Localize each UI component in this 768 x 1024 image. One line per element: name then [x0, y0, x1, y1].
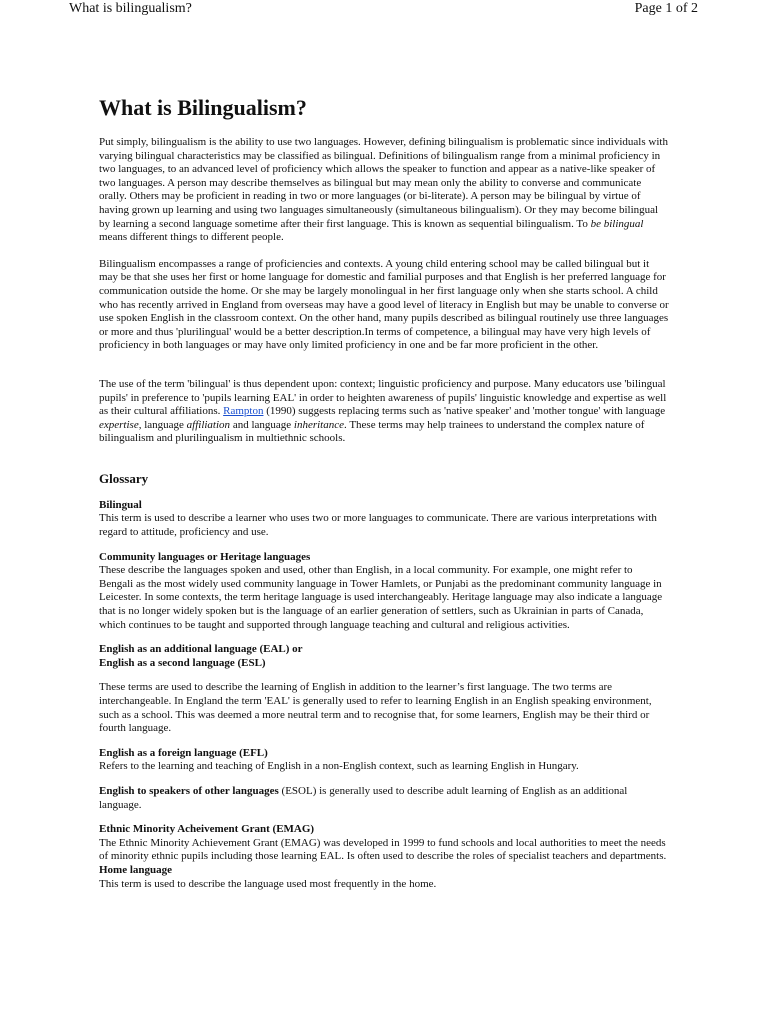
- italic-phrase: inheritance: [293, 418, 345, 431]
- italic-phrase: expertise,: [99, 418, 142, 431]
- paragraph-text: (1990) suggests replacing terms such as 'native speaker' and 'mother tongue' with language: [263, 405, 666, 418]
- glossary-term-esol: English to speakers of other languages: [99, 784, 279, 797]
- glossary-term-bilingual: Bilingual: [99, 498, 142, 511]
- glossary-desc-bilingual: This term is used to describe a learner who uses two or more languages to communicate. There are various interpretations with regard to attitude, proficiency and use.: [99, 512, 657, 539]
- glossary-term-esl: English as a second language (ESL): [99, 656, 266, 669]
- paragraph-text: language: [141, 418, 187, 431]
- article-content: [99, 94, 669, 902]
- glossary-term-home-language: Home language: [99, 863, 173, 876]
- glossary-entry-esol: [99, 785, 669, 812]
- paragraph-text: means different things to different people.: [99, 231, 284, 244]
- spacer: [99, 670, 669, 681]
- paragraph-definition: [99, 136, 669, 245]
- glossary-term-community: Community languages or Heritage languages: [99, 550, 311, 563]
- document-title: What is bilingualism?: [69, 1, 192, 16]
- paragraph-term-usage: [99, 378, 669, 446]
- rampton-link[interactable]: Rampton: [223, 405, 264, 418]
- glossary-term-efl: English as a foreign language (EFL): [99, 746, 268, 759]
- glossary-term-eal: English as an additional language (EAL) or: [99, 643, 303, 656]
- glossary-term-emag: Ethnic Minority Acheivement Grant (EMAG): [99, 823, 315, 836]
- paragraph-proficiencies: Bilingualism encompasses a range of proficiencies and contexts. A young child entering school may be called bilingual but it may be that she uses her first or home language for domestic and familial purposes and that English is her preferred language for communication outside the home. Or she may be largely monolingual in her first language only when she starts school. A child who has recently arrived in England from overseas may have a good level of literacy in English but may be unable to converse or use spoken English in the classroom context. On the other hand, many pupils described as bilingual routinely use three languages or more and thus 'plurilingual' would be a better description.In terms of competence, a bilingual may have very high levels of proficiency in both languages or may have only limited proficiency in one and be far more proficient in the other.: [99, 257, 669, 352]
- glossary-heading: Glossary: [99, 470, 149, 486]
- glossary-desc-home-language: This term is used to describe the language used most frequently in the home.: [99, 877, 437, 890]
- page-header: [0, 0, 768, 20]
- glossary-desc-efl: Refers to the learning and teaching of English in a non-English context, such as learning English in Hungary.: [99, 760, 579, 773]
- page-title: What is Bilingualism?: [99, 95, 307, 120]
- italic-phrase: affiliation: [186, 418, 231, 431]
- paragraph-text: and language: [230, 418, 294, 431]
- paragraph-text: . These terms may help trainees to understand the complex nature of bilingualism and plurilingualism in multiethnic schools.: [99, 418, 645, 445]
- paragraph-text: The use of the term 'bilingual' is thus dependent upon: context; linguistic proficiency and purpose. Many educators use 'bilingual pupils' in preference to 'pupils learning EAL' in order to heighten awareness of pupils' linguistic knowledge and expertise as well as their cultural affiliations.: [99, 377, 667, 418]
- paragraph-text: Put simply, bilingualism is the ability to use two languages. However, defining bilingualism is problematic since individuals with varying bilingual characteristics may be classified as bilingual. Definitions of bilingualism range from a minimal proficiency in two languages, to an advanced level of proficiency which allows the speaker to function and appear as a native-like speaker of two languages. A person may describe themselves as bilingual but may mean only the ability to converse and communicate orally. Others may be proficient in reading in two or more languages (or bi-literate). A person may be bilingual by virtue of having grown up learning and using two languages simultaneously (simultaneous bilingualism). Or they may become bilingual by learning a second language sometime after their first language. This is known as sequential bilingualism. To: [99, 136, 668, 230]
- glossary-desc-community: These describe the languages spoken and used, other than English, in a local community. For example, one might refer to Bengali as the most widely used community language in Tower Hamlets, or Punjabi as the predominant community language in Leicester. In some contexts, the term heritage language is used interchangeably. Heritage language may also indicate a language that is no longer widely spoken but is the language of an earlier generation of settlers, such as Ukrainian in parts of Canada, which continues to be taught and supported through language teaching and cultural and religious activities.: [99, 564, 663, 631]
- glossary-desc-esol: (ESOL) is generally used to describe adult learning of English as an additional language.: [99, 784, 628, 811]
- italic-phrase: be bilingual: [590, 217, 644, 230]
- glossary-desc-eal: These terms are used to describe the learning of English in addition to the learner’s first language. The two terms are interchangeable. In England the term 'EAL' is generally used to refer to learning English in an English speaking environment, such as a school. This was deemed a more neutral term and to recognise that, for some learners, English may be their third or fourth language.: [99, 681, 652, 735]
- glossary-desc-emag: The Ethnic Minority Achievement Grant (EMAG) was developed in 1999 to fund schools and local authorities to meet the needs of minority ethnic pupils including those learning EAL. Is often used to describe the roles of specialist teachers and departments.: [99, 836, 667, 863]
- page-indicator: Page 1 of 2: [634, 1, 698, 16]
